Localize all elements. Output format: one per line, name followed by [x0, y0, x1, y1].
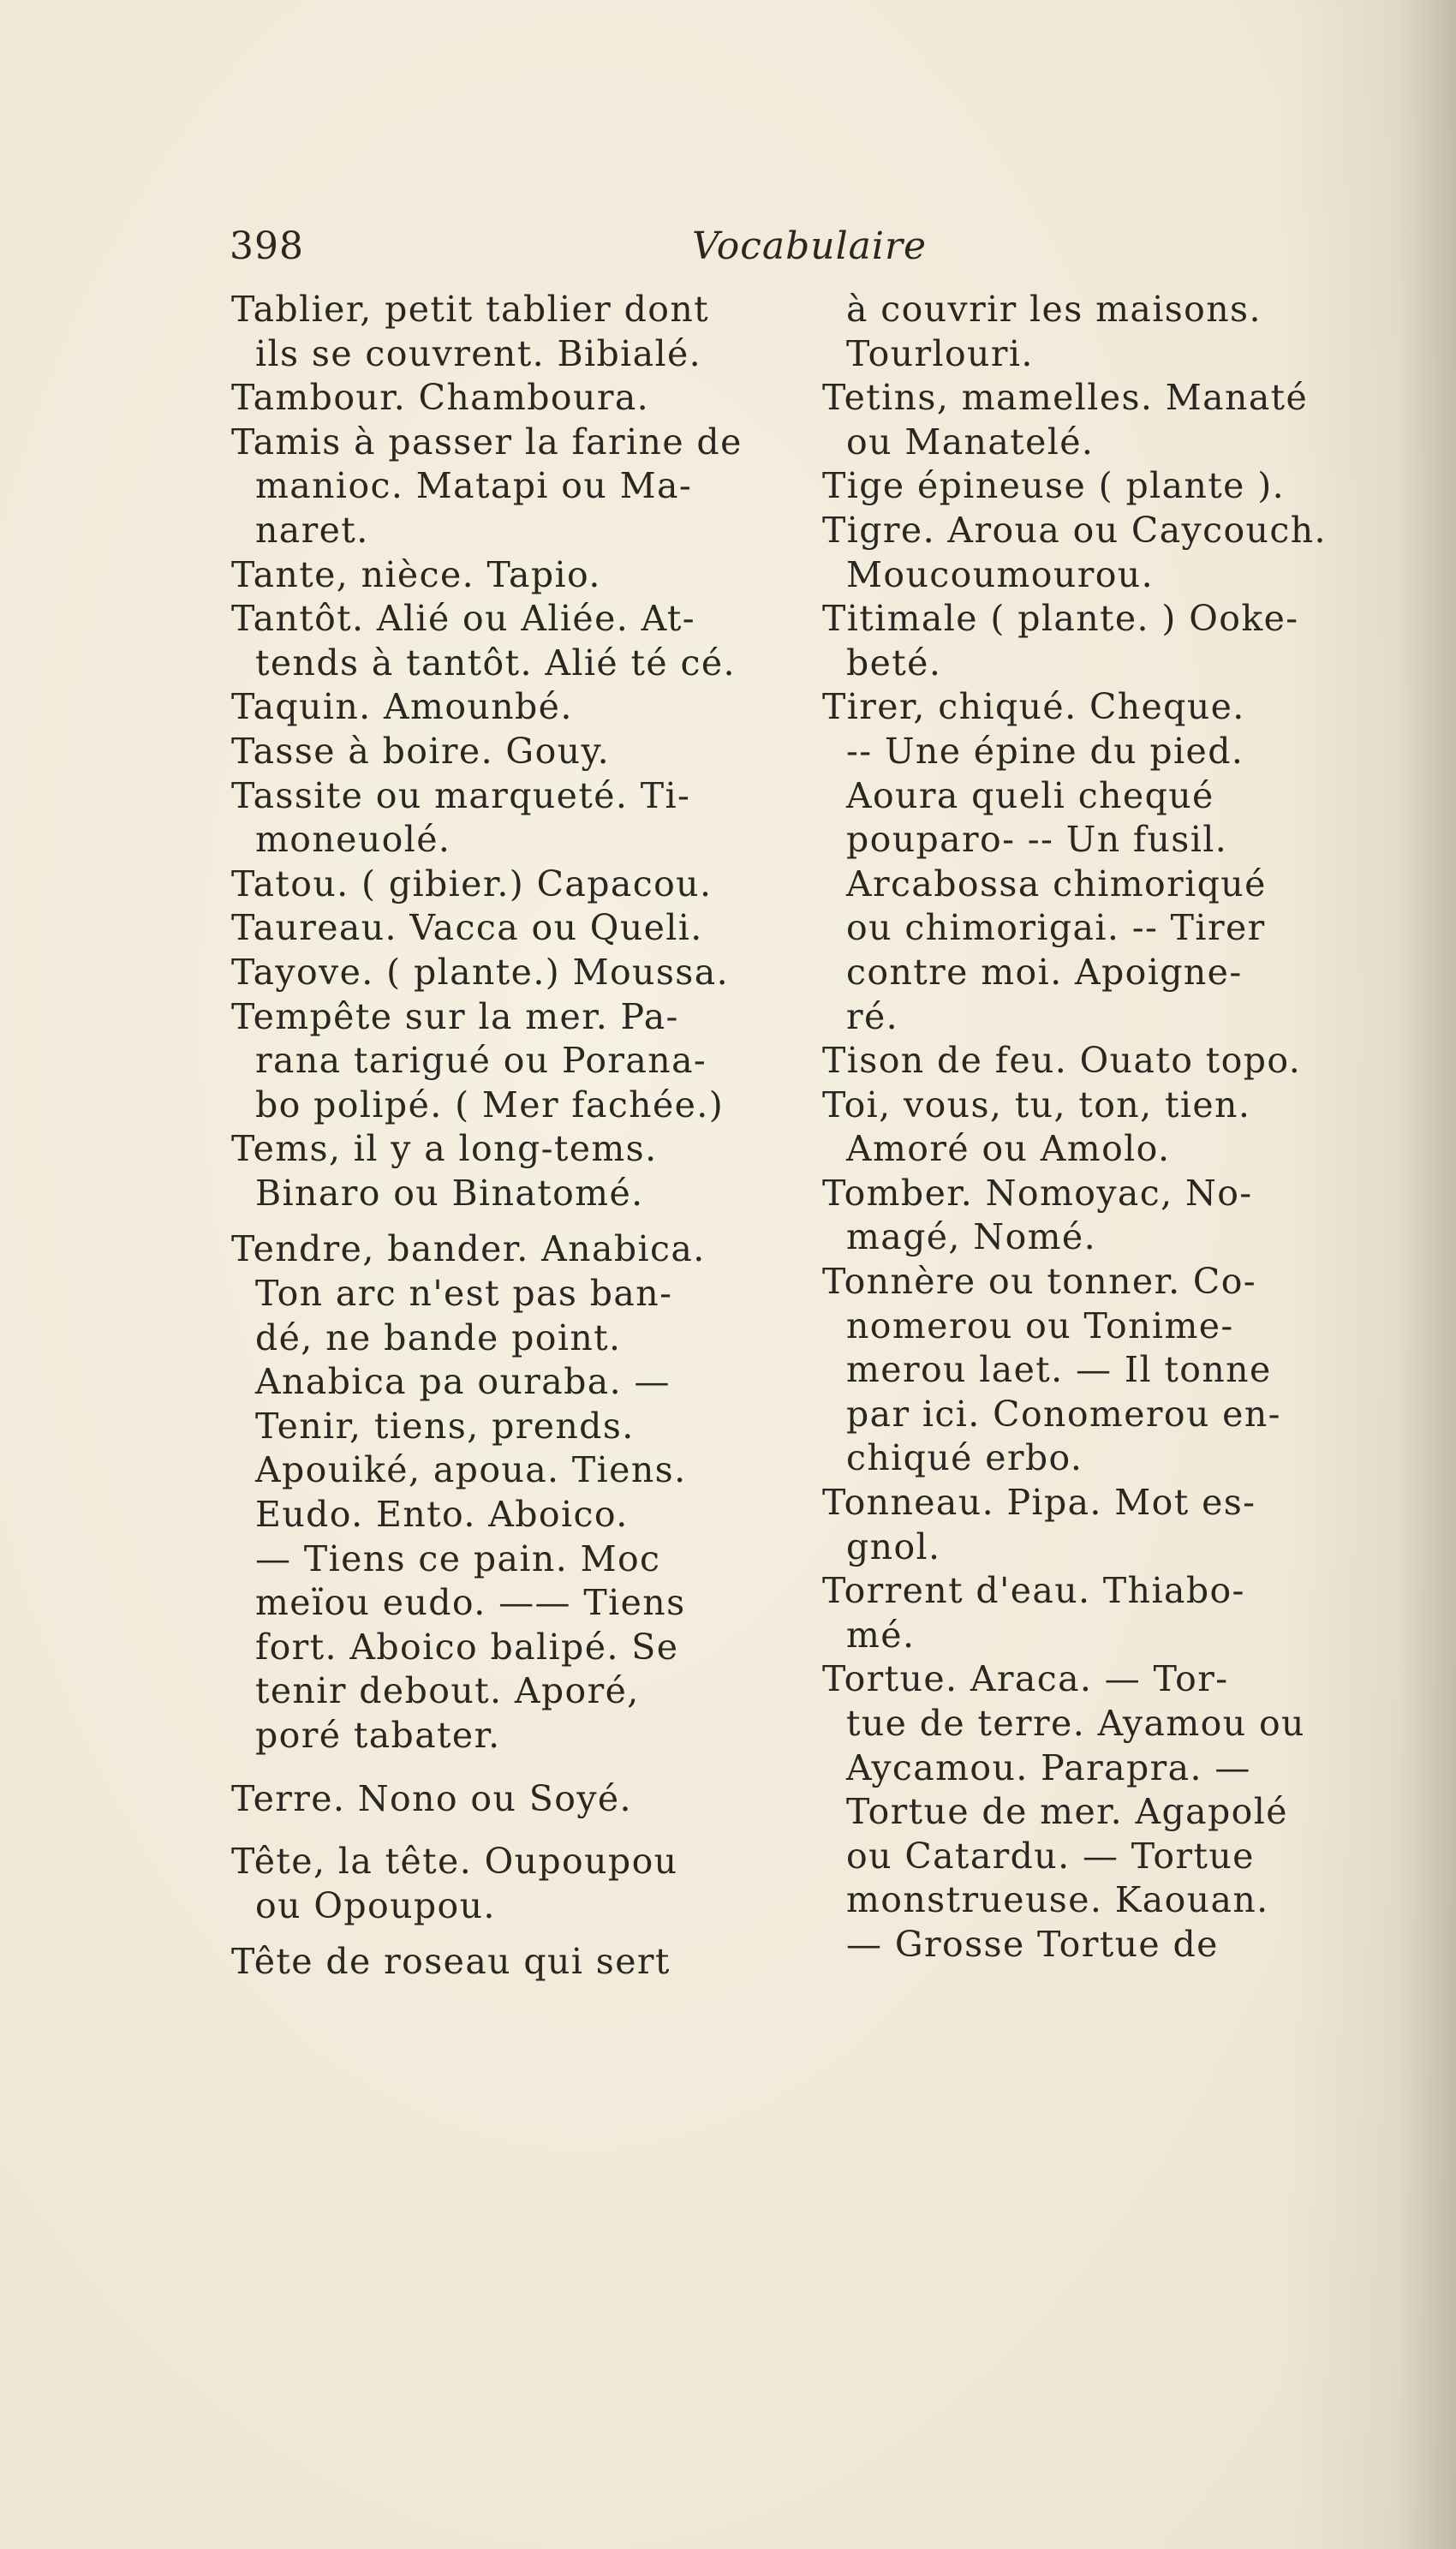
entry-line: par ici. Conomerou en- — [846, 1393, 1281, 1435]
entry-line: magé, Nomé. — [846, 1216, 1097, 1258]
entry-line: Tourlouri. — [846, 332, 1034, 374]
left-column — [231, 288, 814, 1985]
entry-line: Tamis à passer la farine de — [231, 421, 743, 463]
entry-line: Tortue de mer. Agapolé — [846, 1791, 1288, 1833]
entry-line: Torrent d'eau. Thiabo- — [822, 1570, 1245, 1612]
entry-line: manioc. Matapi ou Ma- — [255, 465, 693, 507]
entry-line: Titimale ( plante. ) Ooke- — [822, 598, 1299, 640]
entry-line: contre moi. Apoigne- — [846, 951, 1243, 993]
entry-line: Tempête sur la mer. Pa- — [231, 995, 679, 1037]
entry-line: ré. — [846, 995, 899, 1037]
entry-line: Toi, vous, tu, ton, tien. — [822, 1083, 1251, 1125]
entry-line: Tomber. Nomoyac, No- — [822, 1172, 1253, 1214]
entry-line: Apouiké, apoua. Tiens. — [255, 1449, 687, 1491]
entry-line: Tablier, petit tablier dont — [231, 289, 710, 330]
entry-line: -- Une épine du pied. — [846, 730, 1244, 772]
entry-line: ou Manatelé. — [846, 421, 1095, 463]
entry-line: ou Catardu. — Tortue — [846, 1835, 1255, 1877]
entry-line: Tête de roseau qui sert — [231, 1941, 671, 1983]
entry-line: Arcabossa chimoriqué — [846, 863, 1267, 904]
entry-line: Tasse à boire. Gouy. — [231, 730, 611, 772]
entry-line: ou chimorigai. -- Tirer — [846, 907, 1266, 949]
entry-line: Tige épineuse ( plante ). — [822, 465, 1286, 507]
entry-line: monstrueuse. Kaouan. — [846, 1879, 1269, 1921]
entry-line: Tatou. ( gibier.) Capacou. — [231, 863, 713, 904]
entry-line: bo polipé. ( Mer fachée.) — [255, 1083, 725, 1125]
entry-line: Moucoumourou. — [846, 553, 1155, 595]
entry-line: naret. — [255, 509, 369, 551]
entry-line: ils se couvrent. Bibialé. — [255, 332, 702, 374]
entry-line: beté. — [846, 642, 942, 684]
entry-line: Terre. Nono ou Soyé. — [231, 1777, 632, 1819]
entry-line: Tonneau. Pipa. Mot es- — [822, 1482, 1256, 1524]
entry-line: à couvrir les maisons. — [846, 289, 1262, 330]
entry-line: Tigre. Aroua ou Caycouch. — [822, 509, 1327, 551]
entry-line: tue de terre. Ayamou ou — [846, 1703, 1305, 1744]
entry-line: Amoré ou Amolo. — [846, 1128, 1171, 1170]
entry-line: dé, ne bande point. — [255, 1316, 622, 1358]
entry-line: Anabica pa ouraba. — — [255, 1361, 671, 1403]
entry-line: Aoura queli chequé — [846, 774, 1214, 816]
entry-line: Aycamou. Parapra. — — [846, 1746, 1251, 1788]
entry-line: Tantôt. Alié ou Aliée. At- — [231, 598, 696, 640]
entry-line: tenir debout. Aporé, — [255, 1670, 640, 1712]
entry-line: Tonnère ou tonner. Co- — [822, 1261, 1257, 1303]
entry-line: fort. Aboico balipé. Se — [255, 1626, 679, 1668]
entry-line: — Grosse Tortue de — [846, 1923, 1219, 1965]
entry-line: Tison de feu. Ouato topo. — [822, 1040, 1302, 1082]
entry-line: nomerou ou Tonime- — [846, 1304, 1234, 1346]
entry-line: gnol. — [846, 1525, 941, 1567]
entry-line: Tems, il y a long-tems. — [231, 1128, 658, 1170]
entry-line: ou Opoupou. — [255, 1884, 496, 1926]
entry-line: Tête, la tête. Oupoupou — [231, 1841, 678, 1883]
running-head — [212, 224, 1197, 284]
entry-line: poré tabater. — [255, 1715, 501, 1756]
entry-line: Ton arc n'est pas ban- — [255, 1273, 673, 1315]
entry-line: mé. — [846, 1614, 916, 1656]
page-number: 398 — [230, 224, 304, 268]
entry-line: Tetins, mamelles. Manaté — [822, 377, 1309, 419]
entry-line: Tendre, bander. Anabica. — [231, 1228, 706, 1270]
entry-line: merou laet. — Il tonne — [846, 1349, 1272, 1391]
entry-line: Tortue. Araca. — Tor- — [822, 1658, 1229, 1700]
entry-line: Tirer, chiqué. Cheque. — [822, 686, 1245, 728]
entry-line: — Tiens ce pain. Moc — [255, 1537, 661, 1579]
entry-line: Binaro ou Binatomé. — [255, 1172, 644, 1214]
entry-line: pouparo- -- Un fusil. — [846, 819, 1228, 861]
entry-line: Tassite ou marqueté. Ti- — [231, 774, 691, 816]
entry-line: tends à tantôt. Alié té cé. — [255, 642, 736, 684]
right-column — [822, 288, 1405, 1967]
entry-line: moneuolé. — [255, 819, 451, 861]
entry-line: Tambour. Chamboura. — [231, 377, 650, 419]
entry-line: Tenir, tiens, prends. — [255, 1405, 635, 1447]
entry-line: Taureau. Vacca ou Queli. — [231, 907, 703, 949]
running-title: Vocabulaire — [692, 224, 928, 268]
entry-line: Tayove. ( plante.) Moussa. — [231, 951, 730, 993]
entry-line: rana tarigué ou Porana- — [255, 1040, 707, 1082]
entry-line: Eudo. Ento. Aboico. — [255, 1494, 629, 1536]
entry-line: Tante, nièce. Tapio. — [231, 553, 601, 595]
entry-line: Taquin. Amounbé. — [231, 686, 573, 728]
entry-line: meïou eudo. —— Tiens — [255, 1582, 686, 1624]
entry-line: chiqué erbo. — [846, 1437, 1083, 1479]
